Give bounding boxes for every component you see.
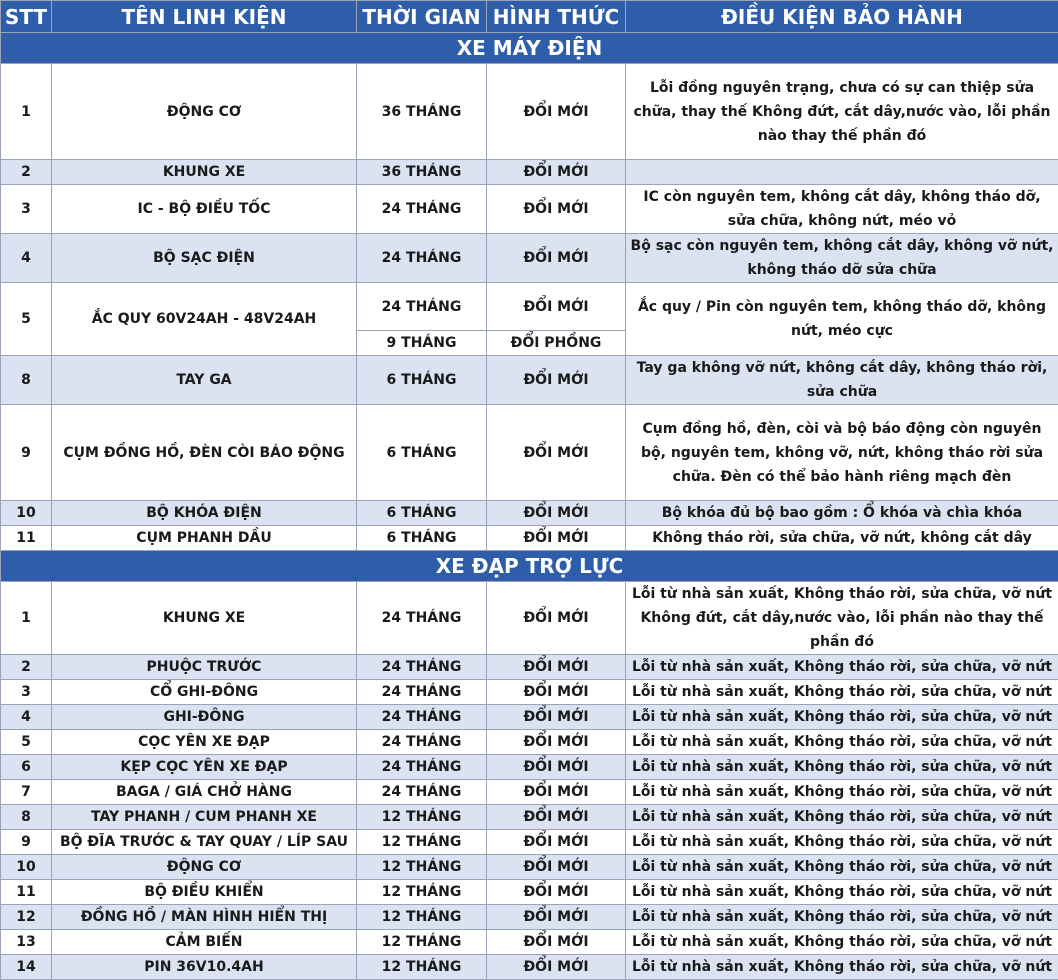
cell-name: PHUỘC TRƯỚC bbox=[52, 655, 357, 680]
cell-condition: Lỗi từ nhà sản xuất, Không tháo rời, sửa chữa, vỡ nứt bbox=[626, 930, 1058, 955]
cell-name: KHUNG XE bbox=[52, 160, 357, 185]
cell-form: ĐỔI MỚI bbox=[487, 405, 626, 501]
cell-stt: 4 bbox=[1, 705, 52, 730]
cell-time: 24 THÁNG bbox=[357, 780, 487, 805]
cell-condition: Lỗi từ nhà sản xuất, Không tháo rời, sửa chữa, vỡ nứt bbox=[626, 755, 1058, 780]
cell-form: ĐỔI MỚI bbox=[487, 501, 626, 526]
cell-stt: 8 bbox=[1, 805, 52, 830]
cell-stt: 9 bbox=[1, 830, 52, 855]
cell-form: ĐỔI MỚI bbox=[487, 905, 626, 930]
cell-stt: 11 bbox=[1, 880, 52, 905]
cell-stt: 12 bbox=[1, 905, 52, 930]
cell-name: BỘ ĐĨA TRƯỚC & TAY QUAY / LÍP SAU bbox=[52, 830, 357, 855]
cell-form: ĐỔI MỚI bbox=[487, 185, 626, 234]
cell-stt: 11 bbox=[1, 526, 52, 551]
cell-time: 9 THÁNG bbox=[357, 331, 487, 356]
cell-stt: 5 bbox=[1, 730, 52, 755]
cell-stt: 2 bbox=[1, 655, 52, 680]
cell-stt: 6 bbox=[1, 755, 52, 780]
cell-name: TAY GA bbox=[52, 356, 357, 405]
cell-condition: Lỗi từ nhà sản xuất, Không tháo rời, sửa chữa, vỡ nứt bbox=[626, 805, 1058, 830]
cell-time: 24 THÁNG bbox=[357, 655, 487, 680]
table-row bbox=[1, 655, 1058, 680]
cell-form: ĐỔI MỚI bbox=[487, 755, 626, 780]
cell-condition: Không tháo rời, sửa chữa, vỡ nứt, không cắt dây bbox=[626, 526, 1058, 551]
header-stt: STT bbox=[1, 1, 52, 33]
table-row bbox=[1, 185, 1058, 234]
section-title-e-motorbike: XE MÁY ĐIỆN bbox=[1, 33, 1058, 64]
cell-condition: Tay ga không vỡ nứt, không cắt dây, không tháo rời, sửa chữa bbox=[626, 356, 1058, 405]
cell-time: 6 THÁNG bbox=[357, 356, 487, 405]
cell-stt: 3 bbox=[1, 680, 52, 705]
cell-stt: 1 bbox=[1, 582, 52, 655]
section-title-e-bike: XE ĐẠP TRỢ LỰC bbox=[1, 551, 1058, 582]
cell-condition: Bộ sạc còn nguyên tem, không cắt dây, không vỡ nứt, không tháo dỡ sửa chữa bbox=[626, 234, 1058, 283]
cell-name: ĐỘNG CƠ bbox=[52, 855, 357, 880]
cell-form: ĐỔI MỚI bbox=[487, 356, 626, 405]
section-row bbox=[1, 33, 1058, 64]
cell-condition: Lỗi từ nhà sản xuất, Không tháo rời, sửa chữa, vỡ nứt bbox=[626, 730, 1058, 755]
table-row bbox=[1, 705, 1058, 730]
cell-name: BỘ ĐIỀU KHIỂN bbox=[52, 880, 357, 905]
cell-time: 12 THÁNG bbox=[357, 855, 487, 880]
cell-stt: 1 bbox=[1, 64, 52, 160]
cell-condition: Lỗi từ nhà sản xuất, Không tháo rời, sửa chữa, vỡ nứt bbox=[626, 705, 1058, 730]
table-row bbox=[1, 755, 1058, 780]
cell-name: CỤM PHANH DẦU bbox=[52, 526, 357, 551]
table-row bbox=[1, 356, 1058, 405]
cell-form: ĐỔI MỚI bbox=[487, 64, 626, 160]
cell-stt: 8 bbox=[1, 356, 52, 405]
table-row bbox=[1, 283, 1058, 331]
cell-form: ĐỔI MỚI bbox=[487, 526, 626, 551]
cell-time: 6 THÁNG bbox=[357, 405, 487, 501]
cell-stt: 14 bbox=[1, 955, 52, 980]
cell-time: 24 THÁNG bbox=[357, 234, 487, 283]
cell-name: CỌC YÊN XE ĐẠP bbox=[52, 730, 357, 755]
cell-time: 12 THÁNG bbox=[357, 830, 487, 855]
header-name: TÊN LINH KIỆN bbox=[52, 1, 357, 33]
header-form: HÌNH THỨC bbox=[487, 1, 626, 33]
cell-stt: 10 bbox=[1, 501, 52, 526]
cell-condition: Lỗi từ nhà sản xuất, Không tháo rời, sửa chữa, vỡ nứt bbox=[626, 955, 1058, 980]
table-row bbox=[1, 955, 1058, 980]
cell-time: 36 THÁNG bbox=[357, 160, 487, 185]
header-row bbox=[1, 1, 1058, 33]
table-row bbox=[1, 930, 1058, 955]
cell-form: ĐỔI MỚI bbox=[487, 705, 626, 730]
cell-time: 24 THÁNG bbox=[357, 283, 487, 331]
cell-condition: Ắc quy / Pin còn nguyên tem, không tháo dỡ, không nứt, méo cực bbox=[626, 283, 1058, 356]
cell-condition: Lỗi từ nhà sản xuất, Không tháo rời, sửa chữa, vỡ nứt bbox=[626, 780, 1058, 805]
cell-condition: Lỗi từ nhà sản xuất, Không tháo rời, sửa chữa, vỡ nứt bbox=[626, 905, 1058, 930]
cell-name: TAY PHANH / CUM PHANH XE bbox=[52, 805, 357, 830]
cell-condition: Lỗi từ nhà sản xuất, Không tháo rời, sửa chữa, vỡ nứt bbox=[626, 680, 1058, 705]
cell-form: ĐỔI MỚI bbox=[487, 680, 626, 705]
cell-name: CỤM ĐỒNG HỒ, ĐÈN CÒI BÁO ĐỘNG bbox=[52, 405, 357, 501]
cell-form: ĐỔI MỚI bbox=[487, 780, 626, 805]
cell-name: CẢM BIẾN bbox=[52, 930, 357, 955]
cell-form: ĐỔI MỚI bbox=[487, 805, 626, 830]
cell-condition: Lỗi từ nhà sản xuất, Không tháo rời, sửa chữa, vỡ nứt Không đứt, cắt dây,nước vào, lỗi phần nào thay thế phần đó bbox=[626, 582, 1058, 655]
table-row bbox=[1, 905, 1058, 930]
cell-form: ĐỔI MỚI bbox=[487, 855, 626, 880]
cell-time: 6 THÁNG bbox=[357, 526, 487, 551]
table-row bbox=[1, 526, 1058, 551]
cell-time: 24 THÁNG bbox=[357, 755, 487, 780]
cell-stt: 5 bbox=[1, 283, 52, 356]
cell-time: 36 THÁNG bbox=[357, 64, 487, 160]
cell-form: ĐỔI MỚI bbox=[487, 655, 626, 680]
table-row bbox=[1, 64, 1058, 160]
cell-condition: Cụm đồng hồ, đèn, còi và bộ báo động còn nguyên bộ, nguyên tem, không vỡ, nứt, không tháo rời sửa chữa. Đèn có thể bảo hành riêng mạch đèn bbox=[626, 405, 1058, 501]
cell-form: ĐỔI MỚI bbox=[487, 582, 626, 655]
cell-time: 12 THÁNG bbox=[357, 880, 487, 905]
cell-name: KHUNG XE bbox=[52, 582, 357, 655]
cell-name: BỘ KHÓA ĐIỆN bbox=[52, 501, 357, 526]
cell-form: ĐỔI MỚI bbox=[487, 730, 626, 755]
cell-form: ĐỔI MỚI bbox=[487, 880, 626, 905]
cell-stt: 7 bbox=[1, 780, 52, 805]
cell-condition: IC còn nguyên tem, không cắt dây, không tháo dỡ, sửa chữa, không nứt, méo vỏ bbox=[626, 185, 1058, 234]
cell-name: ẮC QUY 60V24AH - 48V24AH bbox=[52, 283, 357, 356]
cell-form: ĐỔI MỚI bbox=[487, 283, 626, 331]
cell-condition bbox=[626, 160, 1058, 185]
cell-time: 24 THÁNG bbox=[357, 185, 487, 234]
cell-time: 12 THÁNG bbox=[357, 955, 487, 980]
table-row bbox=[1, 855, 1058, 880]
cell-condition: Lỗi từ nhà sản xuất, Không tháo rời, sửa chữa, vỡ nứt bbox=[626, 880, 1058, 905]
cell-form: ĐỔI MỚI bbox=[487, 930, 626, 955]
cell-time: 12 THÁNG bbox=[357, 905, 487, 930]
cell-name: PIN 36V10.4AH bbox=[52, 955, 357, 980]
cell-name: ĐỘNG CƠ bbox=[52, 64, 357, 160]
cell-name: IC - BỘ ĐIỀU TỐC bbox=[52, 185, 357, 234]
cell-name: BỘ SẠC ĐIỆN bbox=[52, 234, 357, 283]
cell-time: 12 THÁNG bbox=[357, 805, 487, 830]
table-row bbox=[1, 805, 1058, 830]
cell-condition: Bộ khóa đủ bộ bao gồm : Ổ khóa và chìa khóa bbox=[626, 501, 1058, 526]
cell-stt: 2 bbox=[1, 160, 52, 185]
cell-stt: 10 bbox=[1, 855, 52, 880]
cell-name: GHI-ĐÔNG bbox=[52, 705, 357, 730]
cell-name: CỔ GHI-ĐÔNG bbox=[52, 680, 357, 705]
cell-name: ĐỒNG HỒ / MÀN HÌNH HIỂN THỊ bbox=[52, 905, 357, 930]
table-row bbox=[1, 680, 1058, 705]
table-row bbox=[1, 730, 1058, 755]
table-row bbox=[1, 582, 1058, 655]
table-row bbox=[1, 405, 1058, 501]
cell-condition: Lỗi từ nhà sản xuất, Không tháo rời, sửa chữa, vỡ nứt bbox=[626, 855, 1058, 880]
table-row bbox=[1, 501, 1058, 526]
cell-form: ĐỔI MỚI bbox=[487, 160, 626, 185]
table-row bbox=[1, 780, 1058, 805]
cell-stt: 3 bbox=[1, 185, 52, 234]
cell-form: ĐỔI MỚI bbox=[487, 234, 626, 283]
cell-condition: Lỗi đồng nguyên trạng, chưa có sự can thiệp sửa chữa, thay thế Không đứt, cắt dây,nước vào, lỗi phần nào thay thế phần đó bbox=[626, 64, 1058, 160]
header-time: THỜI GIAN bbox=[357, 1, 487, 33]
table-row bbox=[1, 880, 1058, 905]
cell-name: BAGA / GIÁ CHỞ HÀNG bbox=[52, 780, 357, 805]
cell-time: 24 THÁNG bbox=[357, 680, 487, 705]
cell-stt: 9 bbox=[1, 405, 52, 501]
header-condition: ĐIỀU KIỆN BẢO HÀNH bbox=[626, 1, 1058, 33]
cell-time: 6 THÁNG bbox=[357, 501, 487, 526]
cell-form: ĐỔI PHỒNG bbox=[487, 331, 626, 356]
cell-condition: Lỗi từ nhà sản xuất, Không tháo rời, sửa chữa, vỡ nứt bbox=[626, 830, 1058, 855]
section-row bbox=[1, 551, 1058, 582]
cell-time: 24 THÁNG bbox=[357, 730, 487, 755]
cell-time: 12 THÁNG bbox=[357, 930, 487, 955]
cell-condition: Lỗi từ nhà sản xuất, Không tháo rời, sửa chữa, vỡ nứt bbox=[626, 655, 1058, 680]
cell-form: ĐỔI MỚI bbox=[487, 955, 626, 980]
table-row bbox=[1, 160, 1058, 185]
table-row bbox=[1, 830, 1058, 855]
cell-form: ĐỔI MỚI bbox=[487, 830, 626, 855]
cell-time: 24 THÁNG bbox=[357, 582, 487, 655]
table-row bbox=[1, 234, 1058, 283]
cell-stt: 4 bbox=[1, 234, 52, 283]
cell-time: 24 THÁNG bbox=[357, 705, 487, 730]
cell-name: KẸP CỌC YÊN XE ĐẠP bbox=[52, 755, 357, 780]
cell-stt: 13 bbox=[1, 930, 52, 955]
